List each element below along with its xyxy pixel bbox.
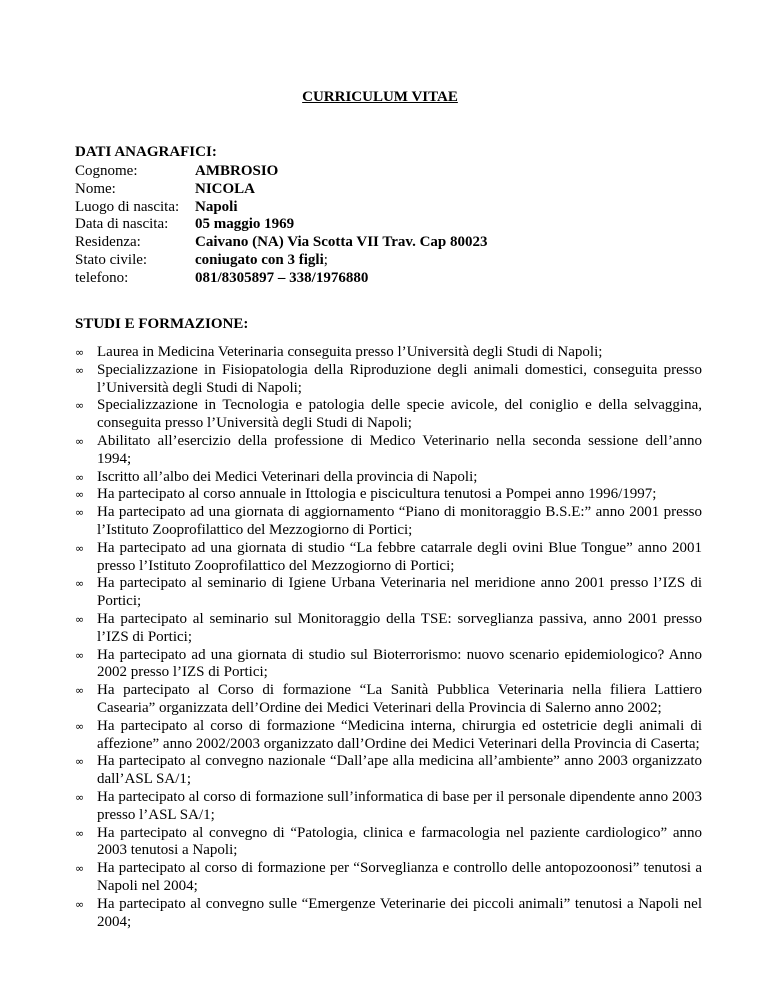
education-item-text: Ha partecipato al convegno di “Patologia, clinica e farmacologia nel paziente cardiologico” anno 2003 tenutosi a Napoli; [97,824,702,859]
bullet-infinity-icon: ∞ [75,434,85,448]
education-list-item [75,486,702,504]
education-list-item [75,469,702,487]
education-list-item [75,753,702,789]
education-item-text: Ha partecipato al seminario di Igiene Urbana Veterinaria nel meridione anno 2001 presso l’IZS di Portici; [97,575,702,610]
bullet-infinity-icon: ∞ [75,826,85,840]
bullet-infinity-icon: ∞ [75,648,85,662]
bullet-infinity-icon: ∞ [75,790,85,804]
bullet-infinity-icon: ∞ [75,363,85,377]
bullet-infinity-icon: ∞ [75,470,85,484]
education-item-text: Ha partecipato al Corso di formazione “La Sanità Pubblica Veterinaria nella filiera Lattiero Casearia” organizzata dell’Ordine dei Medici Veterinari della Provincia di Salerno anno 2002; [97,682,702,716]
bullet-infinity-icon: ∞ [75,684,85,698]
marital-status-label: Stato civile: [75,251,148,268]
education-item-text: Ha partecipato al convegno sulle “Emergenze Veterinarie dei piccoli animali” tenutosi a Napoli nel 2004; [97,895,702,930]
education-item-text: Ha partecipato al convegno nazionale “Dall’ape alla medicina all’ambiente” anno 2003 organizzato dall’ASL SA/1; [97,753,702,788]
education-list-item [75,718,702,754]
education-list [75,344,702,931]
education-item-text: Specializzazione in Fisiopatologia della Riproduzione degli animali domestici, conseguita presso l’Università degli Studi di Napoli; [97,361,702,396]
education-list-item [75,504,702,540]
education-list-item [75,344,702,362]
education-list-item [75,860,702,896]
education-item-text: Ha partecipato al corso di formazione sull’informatica di base per il personale dipendente anno 2003 presso l’ASL SA/1; [97,788,702,823]
bullet-infinity-icon: ∞ [75,488,85,502]
bullet-infinity-icon: ∞ [75,506,85,520]
education-list-item [75,611,702,647]
bullet-infinity-icon: ∞ [75,719,85,733]
marital-status-value: coniugato con 3 figli; [195,251,328,268]
education-item-text: Iscritto all’albo dei Medici Veterinari della provincia di Napoli; [97,468,478,485]
education-list-item [75,896,702,932]
education-list-item [75,397,702,433]
phone-label: telefono: [75,269,129,286]
name-label: Nome: [75,180,116,197]
birthdate-value: 05 maggio 1969 [195,216,295,233]
personal-data-heading: DATI ANAGRAFICI: [75,144,217,160]
surname-label: Cognome: [75,163,138,179]
name-value: NICOLA [195,180,256,197]
residence-value: Caivano (NA) Via Scotta VII Trav. Cap 80023 [195,234,488,251]
phone-value: 081/8305897 – 338/1976880 [195,269,369,286]
education-list-item [75,362,702,398]
education-item-text: Ha partecipato ad una giornata di studio “La febbre catarrale degli ovini Blue Tongue” anno 2001 presso l’Istituto Zooprofilattico del Mezzogiorno di Portici; [97,539,702,574]
education-item-text: Ha partecipato ad una giornata di studio sul Bioterrorismo: nuovo scenario epidemiologico? Anno 2002 presso l’IZS di Portici; [97,646,702,681]
education-list-item [75,682,702,718]
bullet-infinity-icon: ∞ [75,897,85,911]
education-item-text: Ha partecipato al corso di formazione “Medicina interna, chirurgia ed ostetricie degli animali di affezione” anno 2002/2003 organizzato dall’Ordine dei Medici Veterinari della Provincia di Caserta; [97,717,702,752]
education-item-text: Ha partecipato al seminario sul Monitoraggio della TSE: sorveglianza passiva, anno 2001 presso l’IZS di Portici; [97,610,702,645]
education-item-text: Ha partecipato ad una giornata di aggiornamento “Piano di monitoraggio B.S.E:” anno 2001 presso l’Istituto Zooprofilattico del Mezzogiorno di Portici; [97,504,702,538]
education-list-item [75,647,702,683]
bullet-infinity-icon: ∞ [75,755,85,769]
birthplace-value: Napoli [195,198,238,215]
bullet-infinity-icon: ∞ [75,862,85,876]
education-list-item [75,825,702,861]
bullet-infinity-icon: ∞ [75,577,85,591]
birthplace-label: Luogo di nascita: [75,198,180,215]
bullet-infinity-icon: ∞ [75,612,85,626]
education-list-item [75,575,702,611]
education-list-item [75,540,702,576]
education-item-text: Specializzazione in Tecnologia e patologia delle specie avicole, del coniglio e della selvaggina, conseguita presso l’Università degli Studi di Napoli; [97,397,702,432]
education-item-text: Ha partecipato al corso di formazione per “Sorveglianza e controllo delle antopozoonosi” tenutosi a Napoli nel 2004; [97,860,702,894]
education-list-item [75,433,702,469]
education-item-text: Abilitato all’esercizio della professione di Medico Veterinario nella seconda sessione dell’anno 1994; [97,432,702,467]
bullet-infinity-icon: ∞ [75,399,85,413]
education-heading: STUDI E FORMAZIONE: [75,316,249,332]
surname-value: AMBROSIO [195,163,279,179]
birthdate-label: Data di nascita: [75,216,169,233]
education-item-text: Laurea in Medicina Veterinaria conseguita presso l’Università degli Studi di Napoli; [97,344,603,360]
education-item-text: Ha partecipato al corso annuale in Ittologia e piscicultura tenutosi a Pompei anno 1996/1997; [97,486,657,503]
document-page [75,0,702,994]
bullet-infinity-icon: ∞ [75,346,85,359]
residence-label: Residenza: [75,234,141,251]
document-title: CURRICULUM VITAE [302,89,458,105]
bullet-infinity-icon: ∞ [75,541,85,555]
education-list-item [75,789,702,825]
